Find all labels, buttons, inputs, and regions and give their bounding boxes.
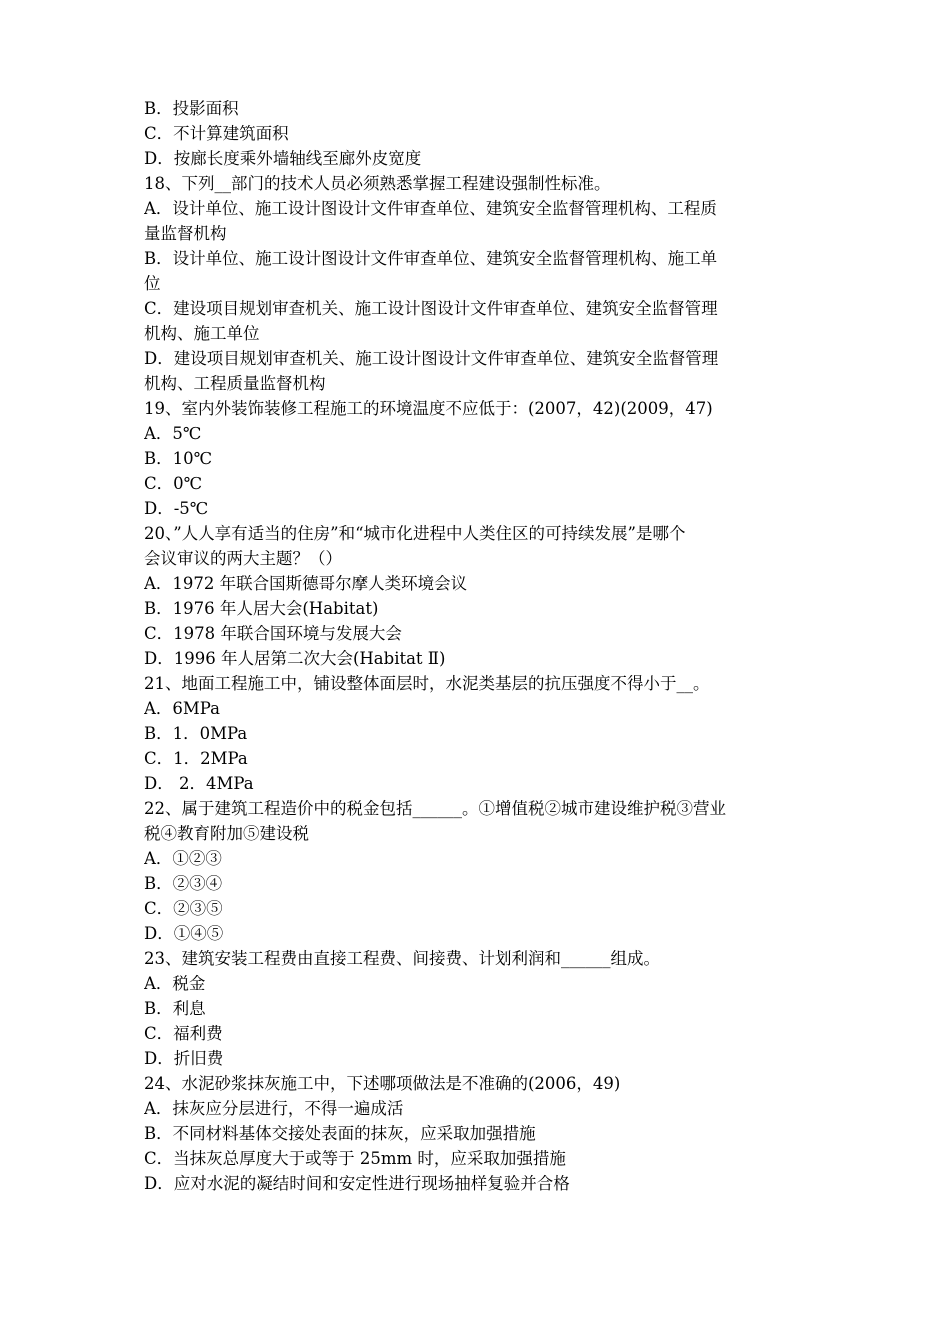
text-line: B．设计单位、施工设计图设计文件审查单位、建筑安全监督管理机构、施工单 (144, 249, 718, 268)
text-line: B．②③④ (144, 874, 223, 893)
document-page (144, 96, 812, 1196)
text-line: C．福利费 (144, 1024, 223, 1043)
text-line: 24、水泥砂浆抹灰施工中，下述哪项做法是不准确的(2006，49) (144, 1074, 621, 1093)
text-line: 税④教育附加⑤建设税 (144, 824, 309, 843)
text-line: 量监督机构 (144, 224, 227, 243)
text-line: 18、下列__部门的技术人员必须熟悉掌握工程建设强制性标准。 (144, 174, 611, 193)
text-line: C．不计算建筑面积 (144, 124, 289, 143)
text-line: B．10℃ (144, 449, 213, 468)
text-line: C．②③⑤ (144, 899, 223, 918)
text-line: D．折旧费 (144, 1049, 224, 1068)
text-line: A．5℃ (144, 424, 202, 443)
text-line: D．-5℃ (144, 499, 209, 518)
text-line: D．1996 年人居第二次大会(Habitat Ⅱ) (144, 649, 446, 668)
text-line: D．按廊长度乘外墙轴线至廊外皮宽度 (144, 149, 422, 168)
text-line: B．1976 年人居大会(Habitat) (144, 599, 379, 618)
text-line: D．建设项目规划审查机关、施工设计图设计文件审查单位、建筑安全监督管理 (144, 349, 719, 368)
text-line: B．利息 (144, 999, 206, 1018)
text-line: B．不同材料基体交接处表面的抹灰，应采取加强措施 (144, 1124, 536, 1143)
text-line: 19、室内外装饰装修工程施工的环境温度不应低于：(2007，42)(2009，47) (144, 399, 713, 418)
text-line: A．①②③ (144, 849, 222, 868)
text-line: D．应对水泥的凝结时间和安定性进行现场抽样复验并合格 (144, 1174, 570, 1193)
text-line: C．0℃ (144, 474, 203, 493)
text-line: 22、属于建筑工程造价中的税金包括______。①增值税②城市建设维护税③营业 (144, 799, 726, 818)
text-line: 机构、施工单位 (144, 324, 260, 343)
text-line: 20、”人人享有适当的住房”和“城市化进程中人类住区的可持续发展”是哪个 (144, 524, 686, 543)
text-line: D．①④⑤ (144, 924, 224, 943)
text-line: 会议审议的两大主题？（） (144, 549, 342, 568)
text-line: A．1972 年联合国斯德哥尔摩人类环境会议 (144, 574, 468, 593)
text-line: 23、建筑安装工程费由直接工程费、间接费、计划利润和______组成。 (144, 949, 660, 968)
text-line: A．税金 (144, 974, 206, 993)
text-line: 位 (144, 274, 161, 293)
text-line: A．抹灰应分层进行，不得一遍成活 (144, 1099, 404, 1118)
text-line: C．建设项目规划审查机关、施工设计图设计文件审查单位、建筑安全监督管理 (144, 299, 718, 318)
text-line: C．1978 年联合国环境与发展大会 (144, 624, 402, 643)
text-line: D． 2．4MPa (144, 774, 254, 793)
text-line: A．设计单位、施工设计图设计文件审查单位、建筑安全监督管理机构、工程质 (144, 199, 717, 218)
text-line: 21、地面工程施工中，铺设整体面层时，水泥类基层的抗压强度不得小于__。 (144, 674, 710, 693)
text-line: B．1．0MPa (144, 724, 248, 743)
text-line: C．1．2MPa (144, 749, 248, 768)
text-line: B．投影面积 (144, 99, 239, 118)
text-line: 机构、工程质量监督机构 (144, 374, 326, 393)
text-line: C．当抹灰总厚度大于或等于 25mm 时，应采取加强措施 (144, 1149, 566, 1168)
text-line: A．6MPa (144, 699, 221, 718)
